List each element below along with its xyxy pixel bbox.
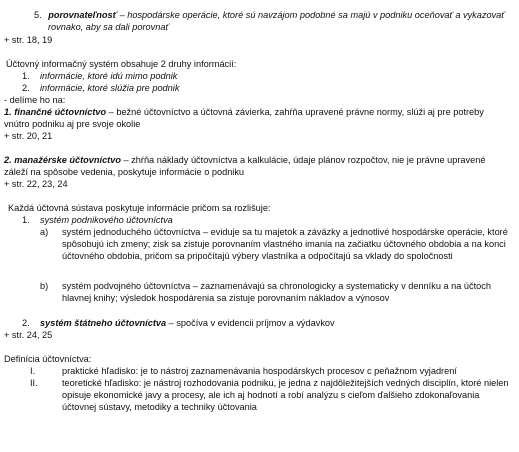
paragraph-line: hlavnej knihy; výsledok hospodárenia sa zistuje porovnaním nákladov a výnosov [62, 293, 390, 303]
paragraph-line: systém podvojného účtovníctva – zaznamenávajú sa chronologicky a systematicky v denníku a na účtoch [62, 281, 491, 291]
term-statne-uctovnictvo: systém štátneho účtovníctva [40, 318, 167, 328]
item-text: systém podnikového účtovníctva [40, 215, 173, 225]
item-number: 1. [4, 107, 12, 117]
item-number: 2. [22, 83, 30, 93]
definition-continuation: vnútro podniku aj pre svoje okolie [4, 119, 141, 129]
page-reference: + str. 24, 25 [4, 330, 53, 340]
item-number: 5. [34, 10, 42, 20]
principle-5-line [34, 10, 505, 21]
paragraph-line: účtovnej sústavy, metodiky a techniky účtovania [62, 402, 257, 412]
term-manazerske-uctovnictvo: manažérske účtovníctvo [14, 155, 121, 165]
item-number: 1. [22, 215, 30, 225]
division-note: - delíme ho na: [4, 95, 66, 105]
paragraph-line: účtovného obdobia, pričom sa pripočítajú výbery vlastníka a odpočítajú sa vklady do spoločnosti [62, 251, 453, 261]
managerial-accounting-line [4, 155, 485, 166]
page-reference: + str. 20, 21 [4, 131, 53, 141]
roman-label: II. [30, 378, 38, 388]
page-reference: + str. 22, 23, 24 [4, 179, 68, 189]
item-number: 2. [4, 155, 12, 165]
term-porovnatelnost: porovnateľnosť [48, 10, 118, 20]
sublist-heading [22, 215, 173, 226]
paragraph-line: praktické hľadisko: je to nástroj zaznamenávania hospodárskych procesov c peňažnom vyjadrení [62, 366, 457, 376]
definition-text: – spočíva v evidencii príjmov a výdavkov [166, 318, 335, 328]
paragraph-line: spôsobujú ich zmeny; zisk sa zistuje porovnaním vlastného imania na začiatku účtovného obdobia a na konci [62, 239, 506, 249]
item-number: 1. [22, 71, 30, 81]
paragraph-line: teoretické hľadisko: je nástroj rozhodovania podniku, je jedna z najdôležitejších vedných disciplín, ktoré nielen [62, 378, 509, 388]
definition-text: – hospodárske operácie, ktoré sú navzájom podobné sa majú v podniku oceňovať a vykazovať [117, 10, 505, 20]
item-text: informácie, ktoré idú mimo podnik [40, 71, 178, 81]
definition-heading: Definícia účtovníctva: [4, 354, 92, 364]
item-text: informácie, ktoré slúžia pre podnik [40, 83, 180, 93]
paragraph-line: systém jednoduchého účtovníctva – eviduje sa tu majetok a záväzky a jednotlivé hospodárske operácie, ktoré [62, 227, 508, 237]
definition-continuation: rovnako, aby sa dali porovnať [48, 22, 169, 32]
term-financne-uctovnictvo: finančné účtovníctvo [14, 107, 107, 117]
definition-text: – zhŕňa náklady účtovníctva a kalkulácie, údaje plánov rozpočtov, nie je právne upravené [120, 155, 486, 165]
definition-continuation: záleží na spôsobe vedenia, poskytuje informácie o podniku [4, 167, 245, 177]
info-system-intro: Účtovný informačný systém obsahuje 2 druhy informácií: [6, 59, 237, 69]
financial-accounting-line [4, 107, 484, 118]
page-reference: + str. 18, 19 [4, 35, 53, 45]
paragraph-line: opisuje ekonomické javy a procesy, ale ich aj hodnotí a robí analýzu s cieľom ďalšieho zdokonaľovania [62, 390, 480, 400]
list-item [22, 71, 178, 82]
accounting-system-intro: Každá účtovná sústava poskytuje informácie pričom sa rozlišuje: [8, 203, 271, 213]
item-label: a) [40, 227, 49, 237]
roman-label: I. [30, 366, 36, 376]
sublist-heading [22, 318, 335, 329]
definition-text: – bežné účtovníctvo a účtovná závierka, zahŕňa upravené právne normy, slúži aj pre potreby [106, 107, 484, 117]
item-label: b) [40, 281, 49, 291]
list-item [22, 83, 180, 94]
item-number: 2. [22, 318, 30, 328]
